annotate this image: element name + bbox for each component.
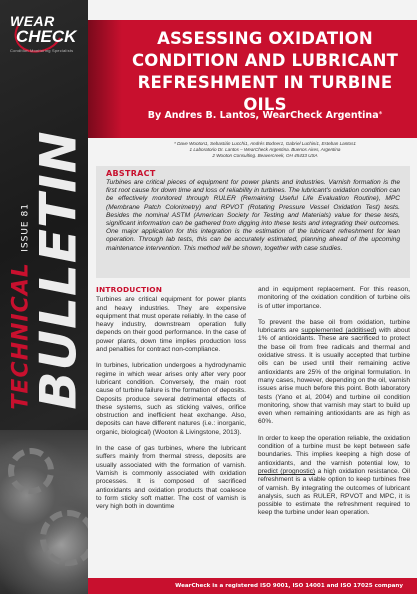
wearcheck-logo <box>10 14 80 53</box>
abstract-heading: ABSTRACT <box>106 169 156 178</box>
masthead <box>6 70 86 470</box>
author-byline <box>120 110 410 121</box>
footer-bar <box>88 578 417 594</box>
masthead-bulletin: BULLETIN <box>29 130 88 410</box>
body-column-left <box>96 286 246 519</box>
logo-bottom-text: CHECK <box>16 27 77 46</box>
text-run: To prevent the base oil from oxidation, turbine lubricants are <box>258 318 410 335</box>
title-line-1: ASSESSING OXIDATION <box>157 29 373 48</box>
masthead-rotated <box>8 130 88 410</box>
text-run: with about 1% of antioxidants. These are sacrificed to protect the base oil from free radicals and thermal and oxidative stress. It is usually accepted that turbine oils can be used until their remaining active antioxidants are 25% of the original formulation. In many cases, however, depending on the oil, varnish issues arise much before this point. Both laboratory tests (Yano et al, 2004) and turbine oil condition monitoring, show that varnish may start to build up even when remaining antioxidants are as high as 60%. <box>258 327 411 426</box>
underlined-term: supplemented (additised) <box>301 327 377 335</box>
title-line-2: CONDITION AND LUBRICANT <box>131 51 399 70</box>
abstract-text: Turbines are critical pieces of equipment for power plants and industries. Varnish formation is the first root cause for down time and loss of reliability in turbines. The lubricant's oxidation condition can be effectively monitored through RULER (Remaining Useful Life Evaluation Routine), MPC (Membrane Patch Colorimetry) and RPVOT (Rotating Pressure Vessel Oxidation Test) tests. Besides the nominal ASTM (American Society for Testing and Materials) value for these tests, significant information can be gathered from digging into these tests and integrating their outcomes. One major application for this integration is the estimation of the lubricant refreshment for lean operation. Through lab tests, this can be accurately estimated, planning ahead of the upcoming maintenance intervention. This method will be shown, together with case studies. <box>106 179 400 252</box>
gear-icon <box>40 510 88 566</box>
turbine-machinery-image <box>0 430 88 594</box>
footer-text: WearCheck is a registered ISO 9001, ISO 14001 and ISO 17025 company <box>175 583 403 589</box>
gear-icon <box>8 448 54 494</box>
text-run: In order to keep the operation reliable, the oxidation condition of a turbine must be kept between safe boundaries. This implies keeping a high dose of antioxidants, and the varnish potential low, to <box>258 434 410 467</box>
body-paragraph: and in equipment replacement. For this reason, monitoring of the oxidation condition of turbine oils is of utter importance. <box>258 286 410 310</box>
affiliation-line: 2 Wooton Consulting. Beavercreek, OH 45433 USA <box>212 153 318 158</box>
title-line-3: REFRESHMENT IN TURBINE OILS <box>137 73 393 114</box>
body-paragraph: In turbines, lubrication undergoes a hydrodynamic regime in which wear arises only after very poor lubricant condition. Conversely, the main root cause of turbine failure is the formation of deposits. Deposits produce several detrimental effects of these systems, such as sticking valves, orifice obstruction and inefficient heat exchange. Also, deposits can have different natures (i.e.: inorganic, organic, biological) (Wooton & Livingstone, 2013). <box>96 362 246 436</box>
author-text: By Andres B. Lantos, WearCheck Argentina <box>147 110 379 121</box>
article-title <box>120 28 410 116</box>
body-column-right <box>258 286 410 526</box>
body-paragraph: Turbines are critical equipment for power plants and heavy industries. They are expensive equipment that must operate reliably. In the case of heavy industry, downstream operation fully depends on their good performance. In the case of power plants, down time implies production loss and penalties for contract non-compliance. <box>96 296 246 354</box>
masthead-issue: ISSUE 81 <box>20 203 31 252</box>
affiliation-line: * Dave Wooton1, Sebastián Lucchi1, Andrés Bodner1, Gabriel Luchini1, Esteban Lantos1 <box>174 141 356 146</box>
logo-top-text: WEAR <box>10 13 55 29</box>
logo-tagline: Condition Monitoring Specialists <box>10 48 74 53</box>
affiliation-line: 1 Laboratorio Dr. Lantos – WearCheck Argentina. Buenos Aires, Argentina <box>189 147 341 152</box>
section-heading-introduction: INTRODUCTION <box>96 285 163 294</box>
underlined-term: predict (prognostic) <box>258 467 316 475</box>
author-mark: * <box>378 110 383 118</box>
body-paragraph: In the case of gas turbines, where the lubricant suffers mainly from thermal stress, deposits are usually associated with the formation of varnish. Varnish is commonly associated with oxidation processes. It is composed of sacrificed antioxidants and oxidation products that coalesce to form sticky soft matter. The cost of varnish is very high both in downtime <box>96 445 246 511</box>
affiliations <box>120 141 410 159</box>
masthead-technical: TECHNICAL <box>8 262 34 410</box>
text-run: a high oxidation resistance. Oil refreshment is a viable option to keep turbines free of varnish. By integrating the outcomes of lubricant analysis, such as RULER, RPVOT and MPC, it is possible to estimate the refreshment required to keep the turbine under lean operation. <box>258 467 410 517</box>
abstract-box <box>96 166 410 278</box>
title-banner-shade <box>88 20 122 138</box>
body-paragraph <box>258 319 410 427</box>
sidebar <box>0 0 88 594</box>
body-paragraph <box>258 435 410 518</box>
